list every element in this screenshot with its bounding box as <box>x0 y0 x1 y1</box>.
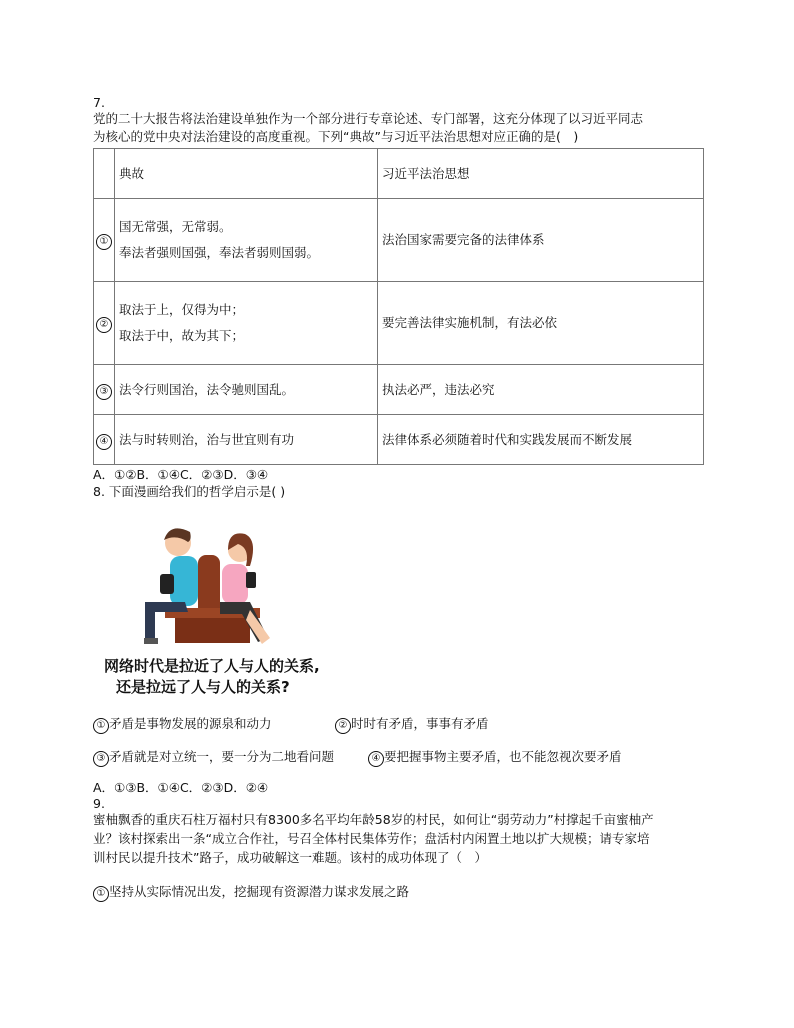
q7-stem-line2: 为核心的党中央对法治建设的高度重视。下列“典故”与习近平法治思想对应正确的是( ) <box>93 129 579 144</box>
option-text: 要把握事物主要矛盾，也不能忽视次要矛盾 <box>384 749 622 764</box>
circled-number: ② <box>335 718 351 734</box>
table-row <box>94 415 704 465</box>
row-thought-3: 执法必严，违法必究 <box>378 365 704 415</box>
q7-number: 7. <box>93 95 105 110</box>
q9-stem-line1: 蜜柚飘香的重庆石柱万福村只有8300多名平均年龄58岁的村民，如何让“弱劳动力”村撑起千亩蜜柚产 <box>93 812 654 827</box>
table-header-thought: 习近平法治思想 <box>378 149 704 199</box>
comic-caption-line2: 还是拉远了人与人的关系? <box>116 678 290 696</box>
boy-shirt <box>170 556 198 606</box>
allusion-line: 取法于上，仅得为中； <box>119 302 245 317</box>
allusion-line: 国无常强，无常弱。 <box>119 219 232 234</box>
row-allusion-3: 法令行则国治，法令驰则国乱。 <box>115 365 378 415</box>
boy-phone <box>160 574 174 594</box>
q8-option-2 <box>335 715 489 734</box>
boy-shoe <box>144 638 158 644</box>
q8-stem: 8. 下面漫画给我们的哲学启示是( ) <box>93 484 286 499</box>
option-text: 矛盾就是对立统一，要一分为二地看问题 <box>109 749 335 764</box>
circled-number: ① <box>93 886 109 902</box>
row-num-1 <box>94 199 115 282</box>
table-header-allusion: 典故 <box>115 149 378 199</box>
row-num-2 <box>94 282 115 365</box>
comic-caption-line1: 网络时代是拉近了人与人的关系, <box>104 657 320 675</box>
circled-number: ④ <box>368 751 384 767</box>
circled-number: ① <box>96 234 112 250</box>
girl-shirt <box>222 564 248 604</box>
allusion-line: 取法于中，故为其下； <box>119 328 245 343</box>
q7-answers: A．①②B．①④C．②③D．③④ <box>93 467 269 482</box>
table-header-row <box>94 149 704 199</box>
circled-number: ② <box>96 317 112 333</box>
row-thought-1: 法治国家需要完备的法律体系 <box>378 199 704 282</box>
row-thought-4: 法律体系必须随着时代和实践发展而不断发展 <box>378 415 704 465</box>
girl-phone <box>246 572 256 588</box>
allusion-line: 奉法者强则国强，奉法者弱则国弱。 <box>119 245 320 260</box>
bench-base <box>175 618 250 643</box>
row-num-3 <box>94 365 115 415</box>
circled-number: ③ <box>93 751 109 767</box>
row-allusion-2 <box>115 282 378 365</box>
option-text: 坚持从实际情况出发，挖掘现有资源潜力谋求发展之路 <box>109 884 410 899</box>
row-allusion-1 <box>115 199 378 282</box>
q7-table <box>93 148 704 465</box>
option-text: 矛盾是事物发展的源泉和动力 <box>109 716 272 731</box>
q9-stem-line2: 业？该村探索出一条“成立合作社，号召全体村民集体劳作；盘活村内闲置土地以扩大规模；请专家培 <box>93 831 650 846</box>
circled-number: ③ <box>96 384 112 400</box>
table-header-num <box>94 149 115 199</box>
q8-option-1 <box>93 715 272 734</box>
q9-option-1 <box>93 883 409 902</box>
q8-option-3 <box>93 748 334 767</box>
q9-stem-line3: 训村民以提升技术”路子，成功破解这一难题。该村的成功体现了（ ） <box>93 850 487 865</box>
row-thought-2: 要完善法律实施机制，有法必依 <box>378 282 704 365</box>
table-row <box>94 199 704 282</box>
row-num-4 <box>94 415 115 465</box>
option-text: 时时有矛盾，事事有矛盾 <box>351 716 489 731</box>
q8-option-4 <box>368 748 622 767</box>
q7-stem-line1: 党的二十大报告将法治建设单独作为一个部分进行专章论述、专门部署，这充分体现了以习近平同志 <box>93 111 644 126</box>
q8-answers: A．①③B．①④C．②③D．②④ <box>93 780 269 795</box>
q9-number: 9. <box>93 796 105 811</box>
circled-number: ① <box>93 718 109 734</box>
row-allusion-4: 法与时转则治，治与世宜则有功 <box>115 415 378 465</box>
table-row <box>94 282 704 365</box>
table-row <box>94 365 704 415</box>
circled-number: ④ <box>96 434 112 450</box>
